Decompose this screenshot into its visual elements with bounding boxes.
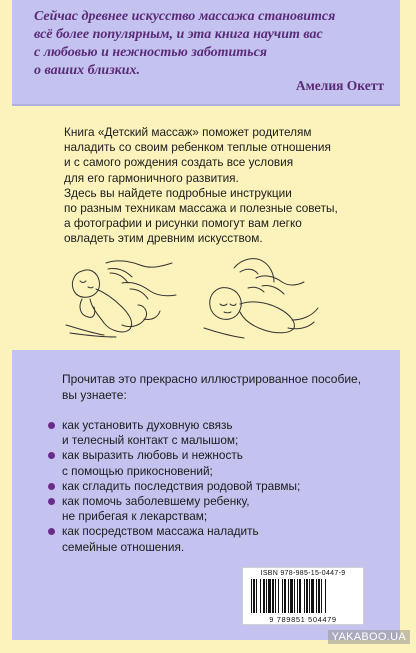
baby-massage-illustration-right — [200, 248, 326, 340]
barcode-bar — [288, 579, 289, 613]
barcode-bar — [297, 579, 298, 613]
quote-line: о ваших близких. — [34, 63, 141, 78]
list-item — [48, 524, 388, 554]
bullet-dot-icon — [48, 528, 55, 535]
bullet-dot-icon — [48, 422, 55, 429]
list-item-line: как посредством массажа наладить — [62, 524, 259, 539]
barcode-bar — [282, 579, 283, 613]
list-item-line: не прибегая к лекарствам; — [62, 509, 208, 524]
list-item — [48, 479, 388, 494]
list-item-line: и телесный контакт с малышом; — [62, 433, 239, 448]
benefits-list — [48, 418, 388, 555]
bullet-dot-icon — [48, 498, 55, 505]
barcode-digits: 9 789851 504479 — [269, 615, 337, 624]
barcode-bar — [299, 579, 301, 613]
quote-line: всё более популярным, и эта книга научит вас — [34, 27, 323, 42]
quote-line: Сейчас древнее искусство массажа становится — [34, 9, 336, 24]
barcode-bar — [304, 579, 305, 613]
watermark: YAKABOO.UA — [328, 630, 410, 644]
barcode-bar — [268, 579, 271, 613]
barcode-bar — [306, 579, 308, 613]
barcode-bar — [311, 579, 314, 613]
barcode-bar — [316, 579, 317, 613]
barcode-bar — [294, 579, 295, 613]
barcode-bar — [266, 579, 267, 613]
intro-line: и с самого рождения создать все условия — [64, 155, 294, 170]
intro-line: Книга «Детский массаж» поможет родителям — [64, 125, 312, 139]
intro-line: по разным техникам массажа и полезные советы, — [64, 201, 338, 216]
quote-panel — [12, 0, 400, 106]
baby-massage-illustration-left — [60, 243, 188, 341]
bullet-dot-icon — [48, 452, 55, 459]
quote-author: Амелия Окетт — [295, 78, 384, 93]
isbn-text: ISBN 978-985-15-0447-9 — [260, 570, 346, 577]
barcode-bar — [253, 579, 255, 613]
quote-line: с любовью и нежностью заботиться — [34, 45, 268, 60]
intro-paragraph — [64, 125, 404, 247]
list-item-line: с помощью прикосновений; — [62, 463, 213, 478]
bullet-dot-icon — [48, 483, 55, 490]
barcode-bar — [290, 579, 293, 613]
barcode-bar — [284, 579, 286, 613]
barcode-bar — [260, 579, 261, 613]
intro-line: Здесь вы найдете подробные инструкции — [64, 185, 292, 200]
intro-line: наладить со своим ребенком теплые отношения — [64, 140, 331, 155]
quote-text — [34, 8, 386, 80]
barcode-bar — [256, 579, 257, 613]
barcode-bar — [321, 579, 322, 613]
barcode-bar — [318, 579, 320, 613]
list-item-line: как помочь заболевшему ребенку, — [62, 494, 250, 509]
intro-line: для его гармоничного развития. — [64, 170, 239, 185]
list-item — [48, 418, 388, 448]
list-item-line: семейные отношения. — [62, 539, 185, 554]
intro-line: а фотографии и рисунки помогут вам легко — [64, 216, 302, 231]
barcode-bar — [325, 579, 326, 613]
intro-line: овладеть этим древним искусством. — [64, 231, 263, 246]
list-item-line: как установить духовную связь — [62, 418, 233, 432]
benefits-intro-line: Прочитав это прекрасно иллюстрированное пособие, — [62, 372, 362, 386]
list-item-line: как выразить любовь и нежность — [62, 448, 243, 463]
list-item-line: как сгладить последствия родовой травмы; — [62, 478, 301, 493]
barcode-bar — [272, 579, 274, 613]
barcode-bar — [278, 579, 279, 613]
list-item — [48, 494, 388, 524]
list-item — [48, 448, 388, 478]
barcode-bar — [263, 579, 265, 613]
barcode-bar — [251, 579, 252, 613]
benefits-intro — [62, 372, 402, 403]
benefits-intro-line: вы узнаете: — [62, 387, 127, 402]
barcode-bar — [309, 579, 310, 613]
barcode-bar — [275, 579, 276, 613]
barcode — [242, 567, 364, 625]
barcode-bars — [251, 579, 357, 615]
